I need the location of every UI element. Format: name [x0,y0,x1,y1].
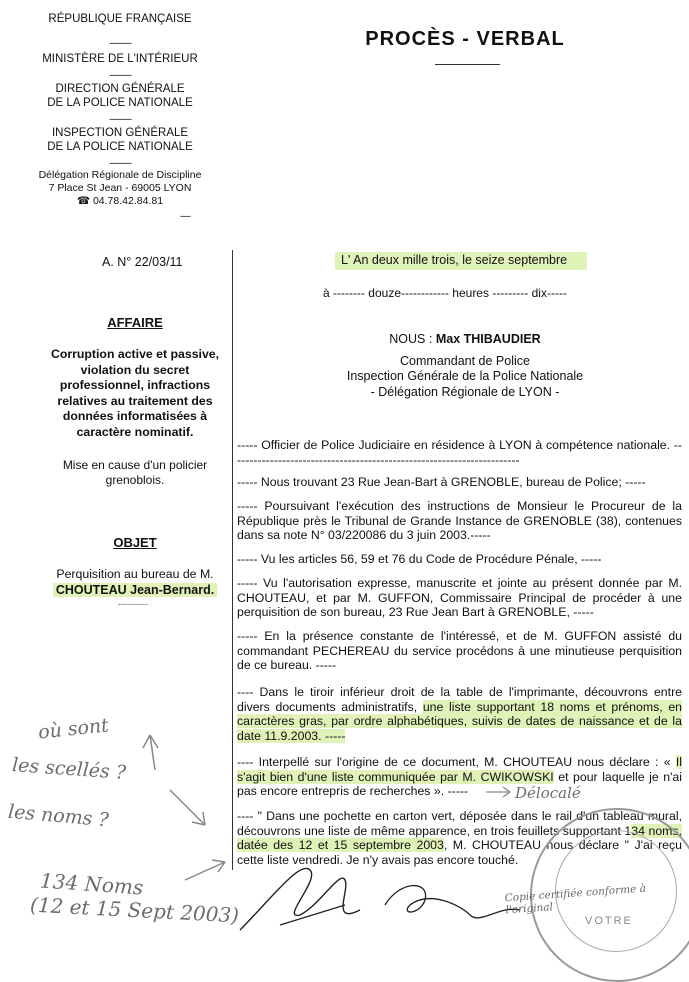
paragraph-instructions: ----- Poursuivant l'exécution des instructions de Monsieur le Procureur de la République près le Tribunal de Grande Instance de GRENOBLE (38), contenues dans sa note N° 03/220086 du 3 juin 2003.----- [237,499,682,543]
folder-text-end: , M. CHOUTEAU nous déclare " J'ai reçu cette liste vendredi. Je n'y avais pas encore touché. [237,838,683,867]
officer-delegation: - Délégation Régionale de LYON - [370,384,560,399]
affaire-heading: AFFAIRE [107,315,163,330]
paragraph-opj: ----- Officier de Police Judiciaire en résidence à LYON à compétence nationale. ----------------------------------------------------------------------- [237,438,682,467]
paragraph-articles: ----- Vu les articles 56, 59 et 76 du Code de Procédure Pénale, ----- [237,552,602,566]
header-separator: ----------- [109,70,131,80]
declaration-text-end: et pour laquelle je n'ai pas encore entrepris de recherches ». ----- [237,769,682,799]
paragraph-location: ----- Nous trouvant 23 Rue Jean-Bart à GRENOBLE, bureau de Police; ----- [237,475,646,489]
officer-service: Inspection Générale de la Police Nationale [346,369,584,383]
handwritten-note-3: les noms ? [7,800,110,832]
handwritten-note-2: les scellés ? [11,754,127,784]
header-separator: ----- [180,211,190,221]
date-line: L' An deux mille trois, le seize septembre [335,252,587,270]
header-address: 7 Place St Jean - 69005 LYON [48,182,192,194]
case-number: A. N° 22/03/11 [102,255,183,269]
paragraph-authorization: ----- Vu l'autorisation expresse, manuscrite et jointe au présent donnée par M. CHOUTEAU, et par M. GUFFON, Commissaire Principal de procéder à une perquisition de son bureau, 23 Rue Jean Bart à GRENOBLE, ----- [237,576,682,620]
objet-name-text: CHOUTEAU Jean-Bernard. [53,583,217,597]
declaration-text: ---- Interpellé sur l'origine de ce document, M. CHOUTEAU nous déclare : « [237,755,676,769]
handwritten-note-1: où sont [37,714,110,744]
discovery-text: ---- Dans le tiroir inférieur droit de la table de l'imprimante, découvrons entre divers documents administratifs, [237,685,682,714]
stamp-text: VOTRE [585,915,633,927]
declaration-highlight: Il s'agit bien d'une liste communiquée par M. CWIKOWSKI [237,755,682,784]
header-ministry: MINISTÈRE DE L'INTÉRIEUR [42,53,198,65]
header-phone: ☎ 04.78.42.84.81 [76,195,164,207]
handwritten-note-4: 134 Noms [39,868,145,900]
header-separator: ----------- [109,38,131,48]
header-delegation: Délégation Régionale de Discipline [38,169,202,181]
document-title: PROCÈS - VERBAL [365,28,565,50]
header-inspection-2: DE LA POLICE NATIONALE [47,141,193,153]
header-direction: DIRECTION GÉNÉRALE [55,83,185,95]
objet-rule: ---------- [118,599,148,609]
discovery-highlight: une liste supportant 18 noms et prénoms, en caractères gras, par ordre alphabétiques, suivis de dates de naissance et de la date 11.9.2003. ----- [237,699,682,743]
affaire-text: Corruption active et passive, violation du secret professionnel, infractions relatives au traitement des données informatisées à caractère nominatif. [50,347,220,439]
time-line: à -------- douze------------ heures --------- dix----- [323,286,567,300]
nous-label: NOUS : [389,332,433,346]
header-inspection: INSPECTION GÉNÉRALE [51,127,189,139]
header-direction-2: DE LA POLICE NATIONALE [47,97,193,109]
objet-heading: OBJET [113,535,157,550]
objet-text: Perquisition au bureau de M. [56,567,214,581]
officer-name: Max THIBAUDIER [435,332,541,346]
header-separator: ----------- [109,158,131,168]
folder-text: ---- " Dans une pochette en carton vert, déposée dans le rail d'un tableau mural, découvrons une liste de même apparence, en trois feuillets supportant 1 [237,809,682,838]
affaire-note: Mise en cause d'un policier grenoblois. [62,458,208,487]
header-republic: RÉPUBLIQUE FRANÇAISE [48,13,192,25]
folder-highlight: 34 noms, datée des 12 et 15 septembre 2003 [237,823,682,853]
handwritten-note-right: Délocalé [515,784,581,802]
handwritten-note-5: (12 et 15 Sept 2003) [29,892,240,928]
officer-rank: Commandant de Police [400,353,530,368]
certified-copy-text: Copie certifiée conforme à l'original [504,882,647,917]
header-separator: ----------- [109,114,131,124]
paragraph-presence: ----- En la présence constante de l'intéressé, et de M. GUFFON assisté du commandant PECHEREAU du service procédons à une minutieuse perquisition de ce bureau. ----- [237,629,682,673]
